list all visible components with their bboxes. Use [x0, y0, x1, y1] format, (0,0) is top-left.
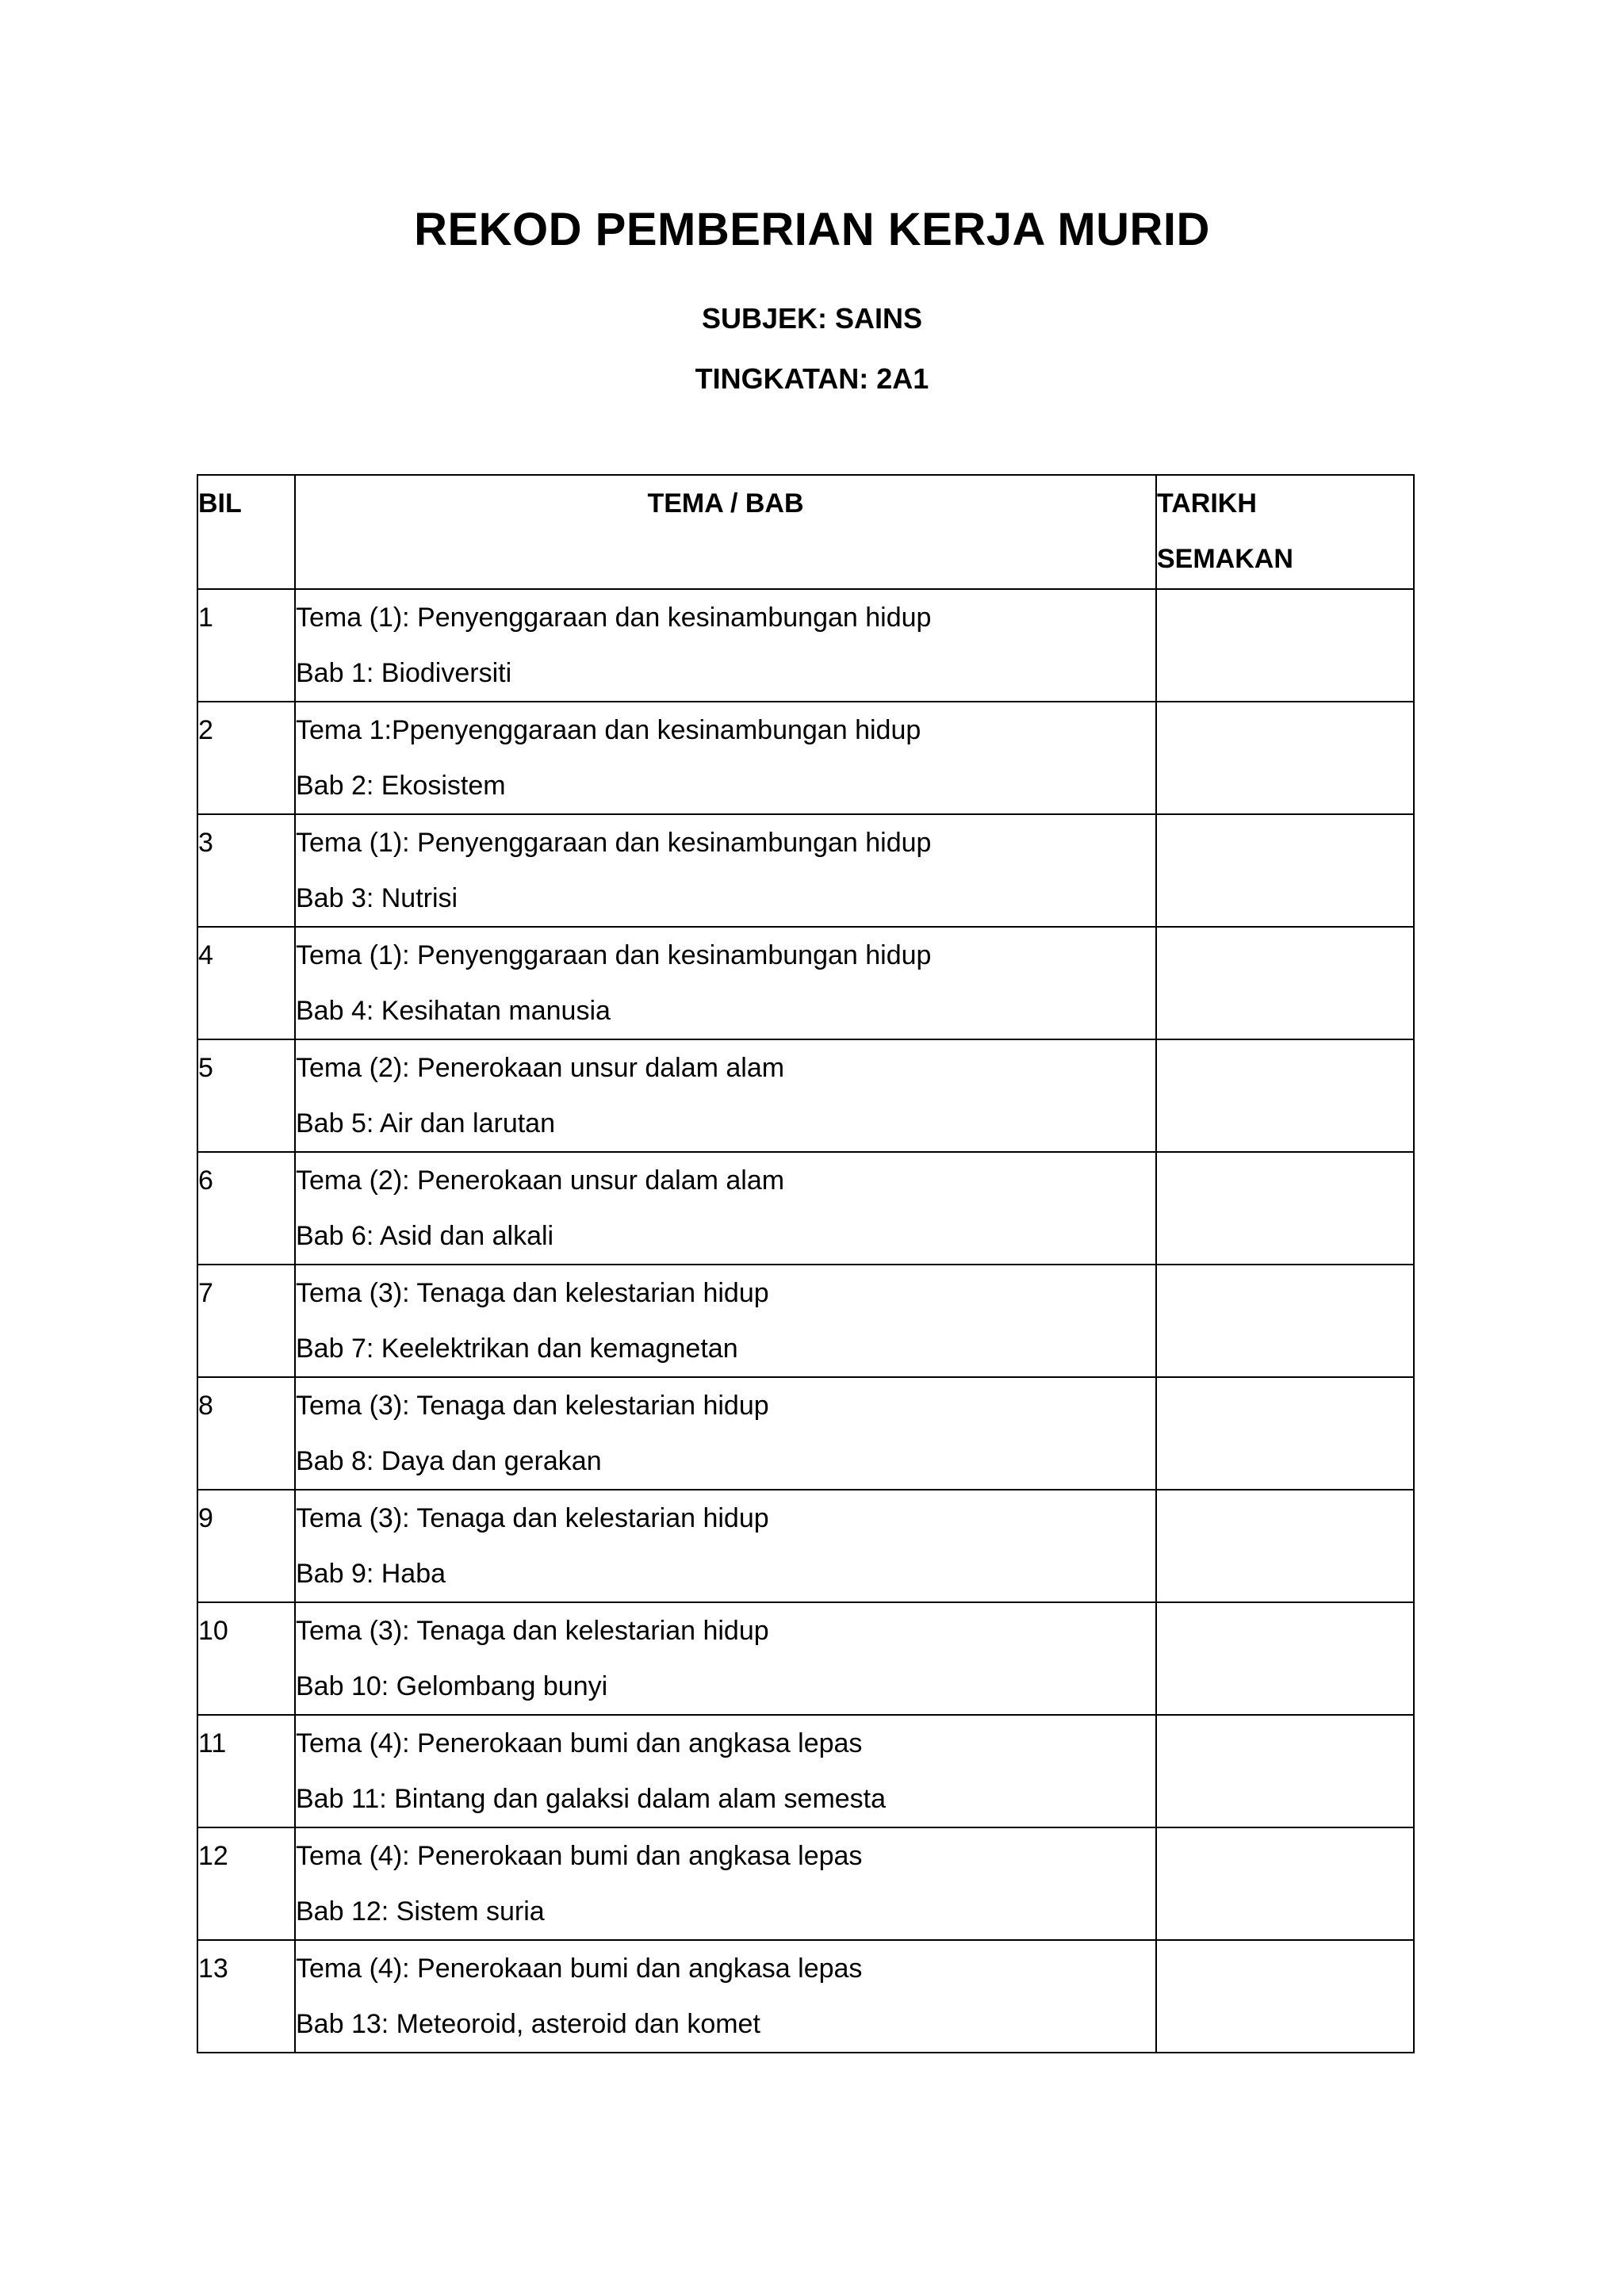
row-tema-bab	[295, 1602, 1156, 1715]
row-bab: Bab 5: Air dan larutan	[296, 1108, 556, 1138]
row-bab: Bab 2: Ekosistem	[296, 771, 506, 801]
row-bab: Bab 7: Keelektrikan dan kemagnetan	[296, 1334, 738, 1364]
row-tarikh-semakan	[1156, 702, 1414, 814]
table-row	[197, 1940, 1414, 2053]
row-bil: 6	[197, 1152, 295, 1265]
table-row	[197, 1152, 1414, 1265]
header-tema-bab: TEMA / BAB	[295, 475, 1156, 589]
row-tarikh-semakan	[1156, 1490, 1414, 1602]
row-tarikh-semakan	[1156, 1039, 1414, 1152]
table-row	[197, 702, 1414, 814]
row-tarikh-semakan	[1156, 1602, 1414, 1715]
row-tema: Tema (1): Penyenggaraan dan kesinambungan hidup	[296, 940, 932, 970]
header-bil: BIL	[197, 475, 295, 589]
header-tarikh-semakan	[1156, 475, 1414, 589]
table-row	[197, 589, 1414, 702]
row-bab: Bab 6: Asid dan alkali	[296, 1221, 554, 1251]
row-tema: Tema (1): Penyenggaraan dan kesinambungan hidup	[296, 828, 932, 858]
row-bil: 3	[197, 814, 295, 927]
row-tarikh-semakan	[1156, 1377, 1414, 1490]
row-tema: Tema (2): Penerokaan unsur dalam alam	[296, 1053, 785, 1083]
row-tema-bab	[295, 1490, 1156, 1602]
row-bil: 2	[197, 702, 295, 814]
row-tarikh-semakan	[1156, 1940, 1414, 2053]
table-header-row	[197, 475, 1414, 589]
row-bil: 9	[197, 1490, 295, 1602]
row-tema: Tema (4): Penerokaan bumi dan angkasa lepas	[296, 1841, 863, 1871]
row-tema-bab	[295, 1827, 1156, 1940]
row-bil: 12	[197, 1827, 295, 1940]
row-tema-bab	[295, 1715, 1156, 1827]
table-row	[197, 1490, 1414, 1602]
row-tarikh-semakan	[1156, 1152, 1414, 1265]
row-bab: Bab 3: Nutrisi	[296, 883, 458, 913]
row-tarikh-semakan	[1156, 1265, 1414, 1377]
work-record-table	[197, 474, 1415, 2053]
row-bab: Bab 8: Daya dan gerakan	[296, 1446, 602, 1476]
row-bab: Bab 11: Bintang dan galaksi dalam alam semesta	[296, 1784, 887, 1814]
row-tema-bab	[295, 589, 1156, 702]
row-bab: Bab 10: Gelombang bunyi	[296, 1671, 608, 1701]
row-tema: Tema (3): Tenaga dan kelestarian hidup	[296, 1278, 769, 1308]
level-label: TINGKATAN: 2A1	[695, 362, 929, 395]
header-tarikh-line2: SEMAKAN	[1157, 544, 1293, 574]
row-bab: Bab 13: Meteoroid, asteroid dan komet	[296, 2009, 760, 2039]
row-tema: Tema (3): Tenaga dan kelestarian hidup	[296, 1616, 769, 1646]
row-bil: 8	[197, 1377, 295, 1490]
row-tarikh-semakan	[1156, 1715, 1414, 1827]
row-bil: 10	[197, 1602, 295, 1715]
row-tarikh-semakan	[1156, 814, 1414, 927]
row-bil: 13	[197, 1940, 295, 2053]
row-bab: Bab 1: Biodiversiti	[296, 658, 512, 688]
row-tema: Tema (4): Penerokaan bumi dan angkasa lepas	[296, 1728, 863, 1758]
row-tarikh-semakan	[1156, 1827, 1414, 1940]
table-row	[197, 1602, 1414, 1715]
document-title: REKOD PEMBERIAN KERJA MURID	[414, 204, 1210, 255]
row-tema-bab	[295, 927, 1156, 1039]
table-row	[197, 927, 1414, 1039]
table-row	[197, 1377, 1414, 1490]
table-row	[197, 1827, 1414, 1940]
table-row	[197, 814, 1414, 927]
row-tema-bab	[295, 1377, 1156, 1490]
row-tema-bab	[295, 1940, 1156, 2053]
row-tarikh-semakan	[1156, 589, 1414, 702]
row-tema: Tema (4): Penerokaan bumi dan angkasa lepas	[296, 1954, 863, 1984]
row-tema: Tema (3): Tenaga dan kelestarian hidup	[296, 1391, 769, 1421]
row-tema: Tema (2): Penerokaan unsur dalam alam	[296, 1165, 785, 1196]
table-row	[197, 1265, 1414, 1377]
row-tema: Tema (1): Penyenggaraan dan kesinambungan hidup	[296, 603, 932, 633]
row-tema-bab	[295, 1039, 1156, 1152]
row-tema: Tema (3): Tenaga dan kelestarian hidup	[296, 1503, 769, 1533]
row-tema-bab	[295, 702, 1156, 814]
row-bab: Bab 9: Haba	[296, 1559, 446, 1589]
table-row	[197, 1715, 1414, 1827]
row-tarikh-semakan	[1156, 927, 1414, 1039]
row-bil: 1	[197, 589, 295, 702]
row-tema-bab	[295, 814, 1156, 927]
subject-label: SUBJEK: SAINS	[701, 302, 923, 335]
row-tema: Tema 1:Ppenyenggaraan dan kesinambungan hidup	[296, 715, 921, 745]
row-bab: Bab 4: Kesihatan manusia	[296, 996, 611, 1026]
row-tema-bab	[295, 1152, 1156, 1265]
row-bil: 7	[197, 1265, 295, 1377]
row-tema-bab	[295, 1265, 1156, 1377]
row-bil: 5	[197, 1039, 295, 1152]
row-bab: Bab 12: Sistem suria	[296, 1896, 545, 1927]
row-bil: 4	[197, 927, 295, 1039]
table-row	[197, 1039, 1414, 1152]
header-tarikh-line1: TARIKH	[1157, 488, 1257, 519]
row-bil: 11	[197, 1715, 295, 1827]
